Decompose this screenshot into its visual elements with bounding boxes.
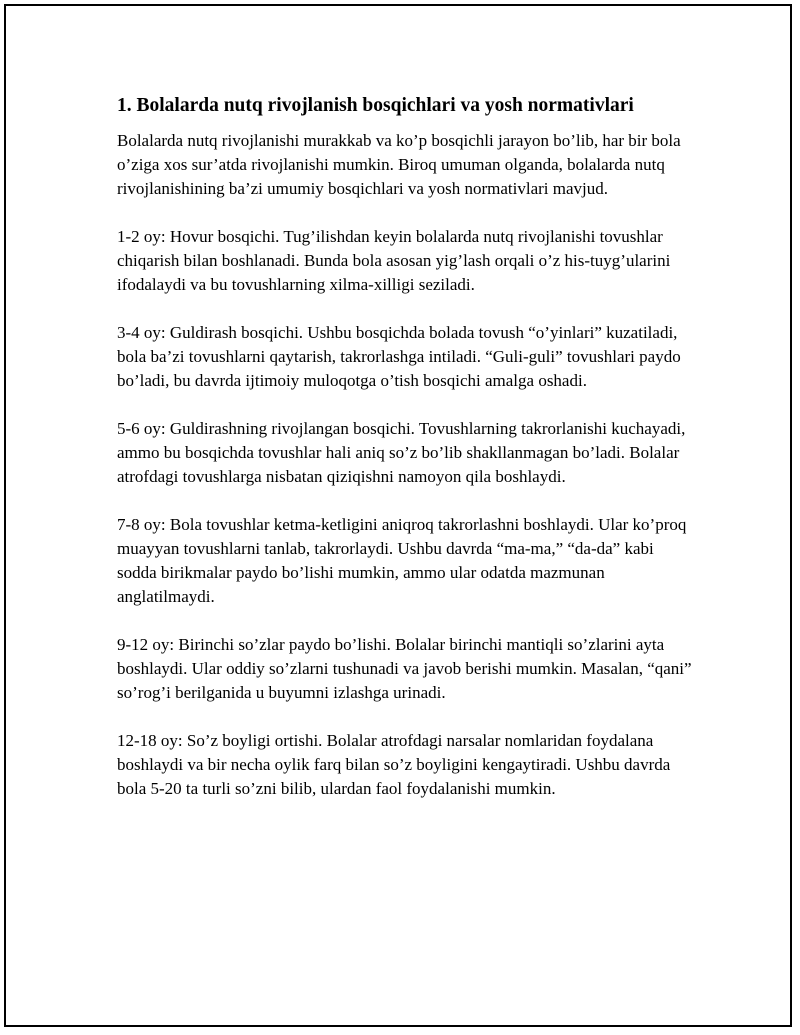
- paragraph-12-18-months: 12-18 oy: So’z boyligi ortishi. Bolalar atrofdagi narsalar nomlaridan foydalana boshlaydi va bir necha oylik farq bilan so’z boyligini kengaytiradi. Ushbu davrda bola 5-20 ta turli so’zni bilib, ulardan faol foydalanishi mumkin.: [117, 731, 671, 798]
- section-title: 1. Bolalarda nutq rivojlanish bosqichlari va yosh normativlari: [117, 95, 634, 116]
- paragraph-5-6-months: 5-6 oy: Guldirashning rivojlangan bosqichi. Tovushlarning takrorlanishi kuchayadi, ammo bu bosqichda tovushlar hali aniq so’z bo’lib shakllanmagan bo’ladi. Bolalar atrofdagi tovushlarga nisbatan qiziqishni namoyon qila boshlaydi.: [117, 419, 686, 486]
- document-body: [117, 93, 692, 825]
- paragraph-1-2-months: 1-2 oy: Hovur bosqichi. Tug’ilishdan keyin bolalarda nutq rivojlanishi tovushlar chiqarish bilan boshlanadi. Bunda bola asosan yig’lash orqali o’z his-tuyg’ularini ifodalaydi va bu tovushlarning xilma-xilligi seziladi.: [117, 227, 671, 294]
- paragraph-3-4-months: 3-4 oy: Guldirash bosqichi. Ushbu bosqichda bolada tovush “o’yinlari” kuzatiladi, bola ba’zi tovushlarni qaytarish, takrorlashga intiladi. “Guli-guli” tovushlari paydo bo’ladi, bu davrda ijtimoiy muloqotga o’tish bosqichi amalga oshadi.: [117, 323, 681, 390]
- paragraph-9-12-months: 9-12 oy: Birinchi so’zlar paydo bo’lishi. Bolalar birinchi mantiqli so’zlarini ayta boshlaydi. Ular oddiy so’zlarni tushunadi va javob berishi mumkin. Masalan, “qani” so’rog’i berilganida u buyumni izlashga urinadi.: [117, 635, 692, 702]
- paragraph-7-8-months: 7-8 oy: Bola tovushlar ketma-ketligini aniqroq takrorlashni boshlaydi. Ular ko’proq muayyan tovushlarni tanlab, takrorlaydi. Ushbu davrda “ma-ma,” “da-da” kabi sodda birikmalar paydo bo’lishi mumkin, ammo ular odatda mazmunan anglatilmaydi.: [117, 515, 687, 606]
- paragraph-intro: Bolalarda nutq rivojlanishi murakkab va ko’p bosqichli jarayon bo’lib, har bir bola o’ziga xos sur’atda rivojlanishi mumkin. Biroq umuman olganda, bolalarda nutq rivojlanishining ba’zi umumiy bosqichlari va yosh normativlari mavjud.: [117, 131, 681, 198]
